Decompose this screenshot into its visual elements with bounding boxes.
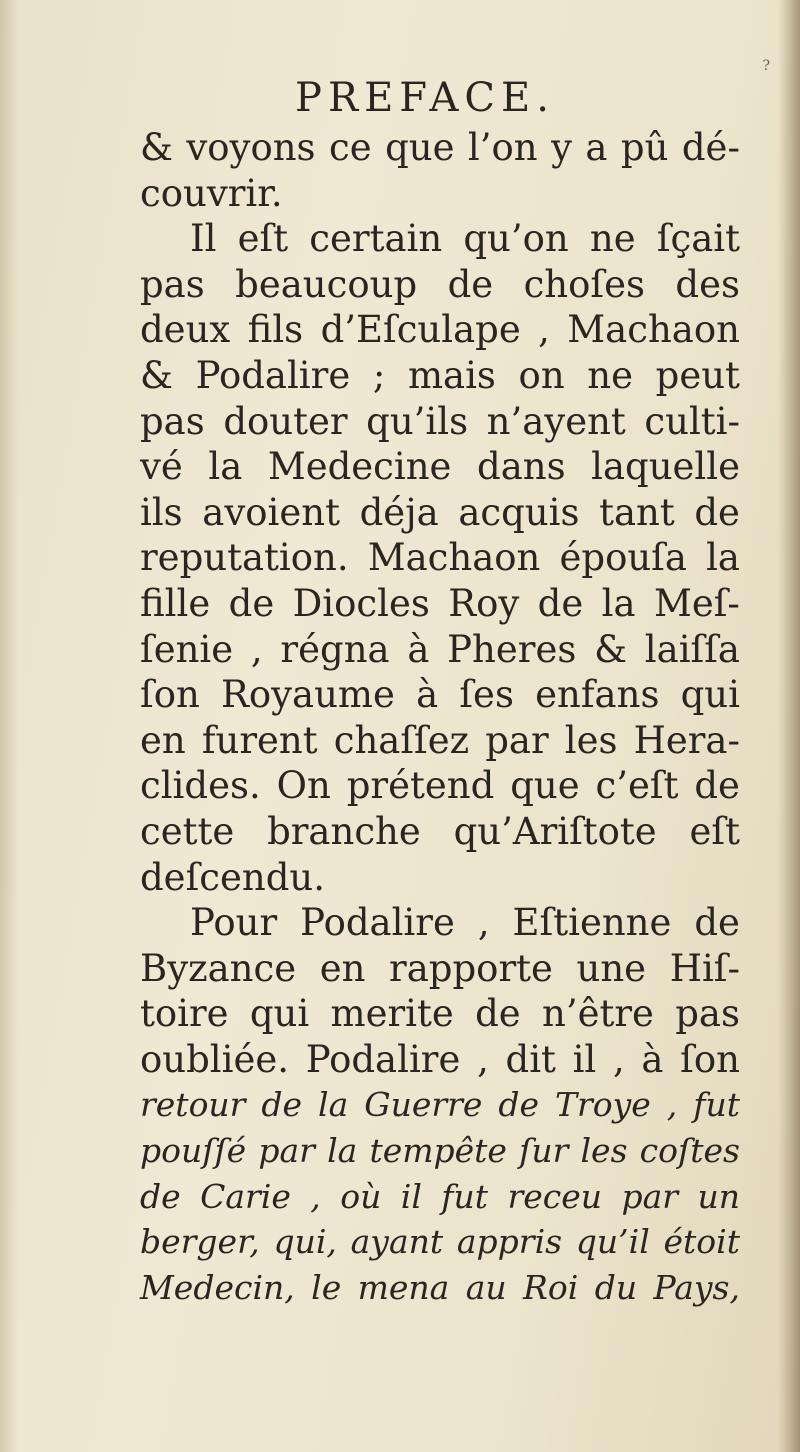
word: qu’il [575,1222,650,1262]
word: Machaon [567,308,740,352]
word: tant [599,490,675,534]
text-line [140,216,740,262]
word: Medecine [267,445,452,489]
word: épouſa [559,536,687,580]
word: régna [280,627,390,671]
word: fille [140,581,211,625]
text-line [140,718,740,764]
word: des [675,262,740,306]
word: mena [357,1267,450,1307]
text-line [140,171,740,217]
word: un [697,1176,740,1216]
word: mais [407,353,496,397]
word: n’être [541,992,654,1036]
word: la [706,536,740,580]
word: par [621,1176,679,1216]
word: deux [140,308,231,352]
word: le [311,1267,342,1307]
word: de [537,581,584,625]
word: Pheres [447,627,577,671]
word: Troye [555,1085,651,1125]
word: qu’Ariſtote [453,809,657,853]
word: Royaume [221,673,395,717]
text-line [140,672,740,718]
word: receu [507,1176,603,1216]
word: & [140,126,173,169]
word: culti- [644,399,740,443]
word: qui [680,673,740,717]
word: de [694,490,740,534]
word: deſcendu. [140,855,325,899]
word: Hiſ- [669,946,740,990]
text-line [140,1174,740,1220]
word: & [594,627,628,671]
word: laiſſa [644,627,740,671]
word: , [538,308,550,352]
word: a [585,126,608,169]
word: Medecin, [140,1267,295,1307]
word: furent [201,718,318,762]
word: pas [675,992,740,1036]
word: Machaon [367,536,541,580]
word: enfans [535,673,660,717]
text-line [140,307,740,353]
word: merite [330,992,454,1036]
word: ſon [140,673,200,717]
word: , [477,1037,489,1081]
word: fils [247,308,304,352]
word: la [601,581,636,625]
word: coſtes [639,1131,740,1171]
word: , [612,1037,625,1081]
word: pouſſé [140,1131,247,1171]
word: beaucoup [235,262,418,306]
word: On [276,764,331,808]
word: pû [620,126,669,169]
text-line [140,1219,740,1265]
word: c’eſt [595,764,679,808]
word: douter [223,399,348,443]
word: retour [140,1085,246,1125]
word: Byzance [140,946,297,990]
word: voyons [186,126,316,169]
word: , [250,627,263,671]
word: toire [140,992,229,1036]
word: n’ayent [486,399,626,443]
word: de [498,1085,540,1125]
page-edge-right [778,0,800,1452]
word: pas [140,399,205,443]
word: en [140,718,186,762]
page-shadow-left [0,0,18,1452]
word: tempête [369,1131,507,1171]
word: ſur [519,1131,569,1171]
word: prétend [346,764,495,808]
text-line [140,1128,740,1174]
word: les [580,1131,628,1171]
word: la [208,445,243,489]
word: Eſtienne [512,901,672,945]
word: chaſſez [333,718,470,762]
word: du [594,1267,638,1307]
text-line [140,763,740,809]
text-line [140,1265,740,1311]
word: qui [249,992,310,1036]
word: que [510,764,580,808]
word: de [447,262,494,306]
word: ſon [680,1037,740,1081]
word: de [261,1085,303,1125]
word: ne [587,353,634,397]
word: Pays, [653,1267,740,1307]
word: une [576,946,647,990]
word: Roy [448,581,520,625]
word: reputation. [140,536,349,580]
word: , [310,1176,321,1216]
word: ſçait [656,217,740,261]
word: dé- [681,126,740,169]
word: Podalire [305,1037,461,1081]
word: de [228,581,275,625]
text-line [140,900,740,946]
word: Diocles [292,581,430,625]
word: ne [589,217,636,261]
word: de [694,901,740,945]
word: dans [477,445,566,489]
text-line [140,809,740,855]
word: il [400,1176,422,1216]
word: de [694,764,740,808]
word: ce [329,126,372,169]
word: la [318,1085,349,1125]
word: de [475,992,521,1036]
word: Meſ- [653,581,740,625]
text-line [140,1082,740,1128]
word: fut [693,1085,740,1125]
word: ayant [350,1222,444,1262]
word: par [485,718,549,762]
word: eſt [689,809,740,853]
word: que [385,126,455,169]
word: on [518,353,565,397]
text-line [140,855,740,901]
text-line [140,125,740,171]
text-line [140,581,740,627]
word: appris [456,1222,563,1262]
corner-mark: ? [762,58,770,74]
word: à [641,1037,664,1081]
word: , [666,1085,678,1125]
text-line [140,627,740,673]
word: en [319,946,366,990]
word: il [572,1037,597,1081]
word: au [465,1267,507,1307]
word: oubliée. [140,1037,290,1081]
word: fut [441,1176,489,1216]
word: Carie [200,1176,291,1216]
word: choſes [523,262,645,306]
word: & [140,353,173,397]
text-line [140,946,740,992]
word: Pour [190,901,278,945]
word: ſenie [140,627,234,671]
word: clides. [140,764,261,808]
word: , [477,901,490,945]
word: Podalire [195,353,351,397]
word: d’Eſculape [320,308,521,352]
text-line [140,353,740,399]
word: ils [140,490,183,534]
running-head: PREFACE. [295,75,555,121]
text-line [140,1037,740,1083]
word: acquis [458,490,580,534]
word: qu’ils [366,399,469,443]
word: dit [505,1037,556,1081]
word: avoient [202,490,340,534]
word: eſt [237,217,289,261]
word: où [340,1176,382,1216]
word: branche [267,809,421,853]
word: déja [359,490,439,534]
word: par [258,1131,315,1171]
word: les [564,718,618,762]
word: certain [309,217,443,261]
word: ſes [459,673,514,717]
word: la [327,1131,358,1171]
text-line [140,399,740,445]
text-line [140,444,740,490]
text-line [140,991,740,1037]
word: pas [140,262,205,306]
word: berger, [140,1222,260,1262]
word: cette [140,809,235,853]
body-text [140,125,740,1310]
word: y [551,126,572,169]
word: étoit [663,1222,740,1262]
word: ; [372,353,386,397]
text-line [140,262,740,308]
word: Guerre [364,1085,483,1125]
word: Hera- [633,718,740,762]
word: qu’on [463,217,569,261]
word: rapporte [389,946,553,990]
word: peut [655,353,740,397]
text-line [140,490,740,536]
word: à [407,627,430,671]
word: laquelle [591,445,740,489]
word: vé [140,445,183,489]
word: de [140,1176,181,1216]
word: l’on [467,126,538,169]
word: couvrir. [140,171,283,215]
text-line [140,535,740,581]
word: Il [190,217,217,261]
word: Roi [523,1267,579,1307]
word: à [416,673,439,717]
word: qui, [273,1222,337,1262]
word: Podalire [300,901,455,945]
